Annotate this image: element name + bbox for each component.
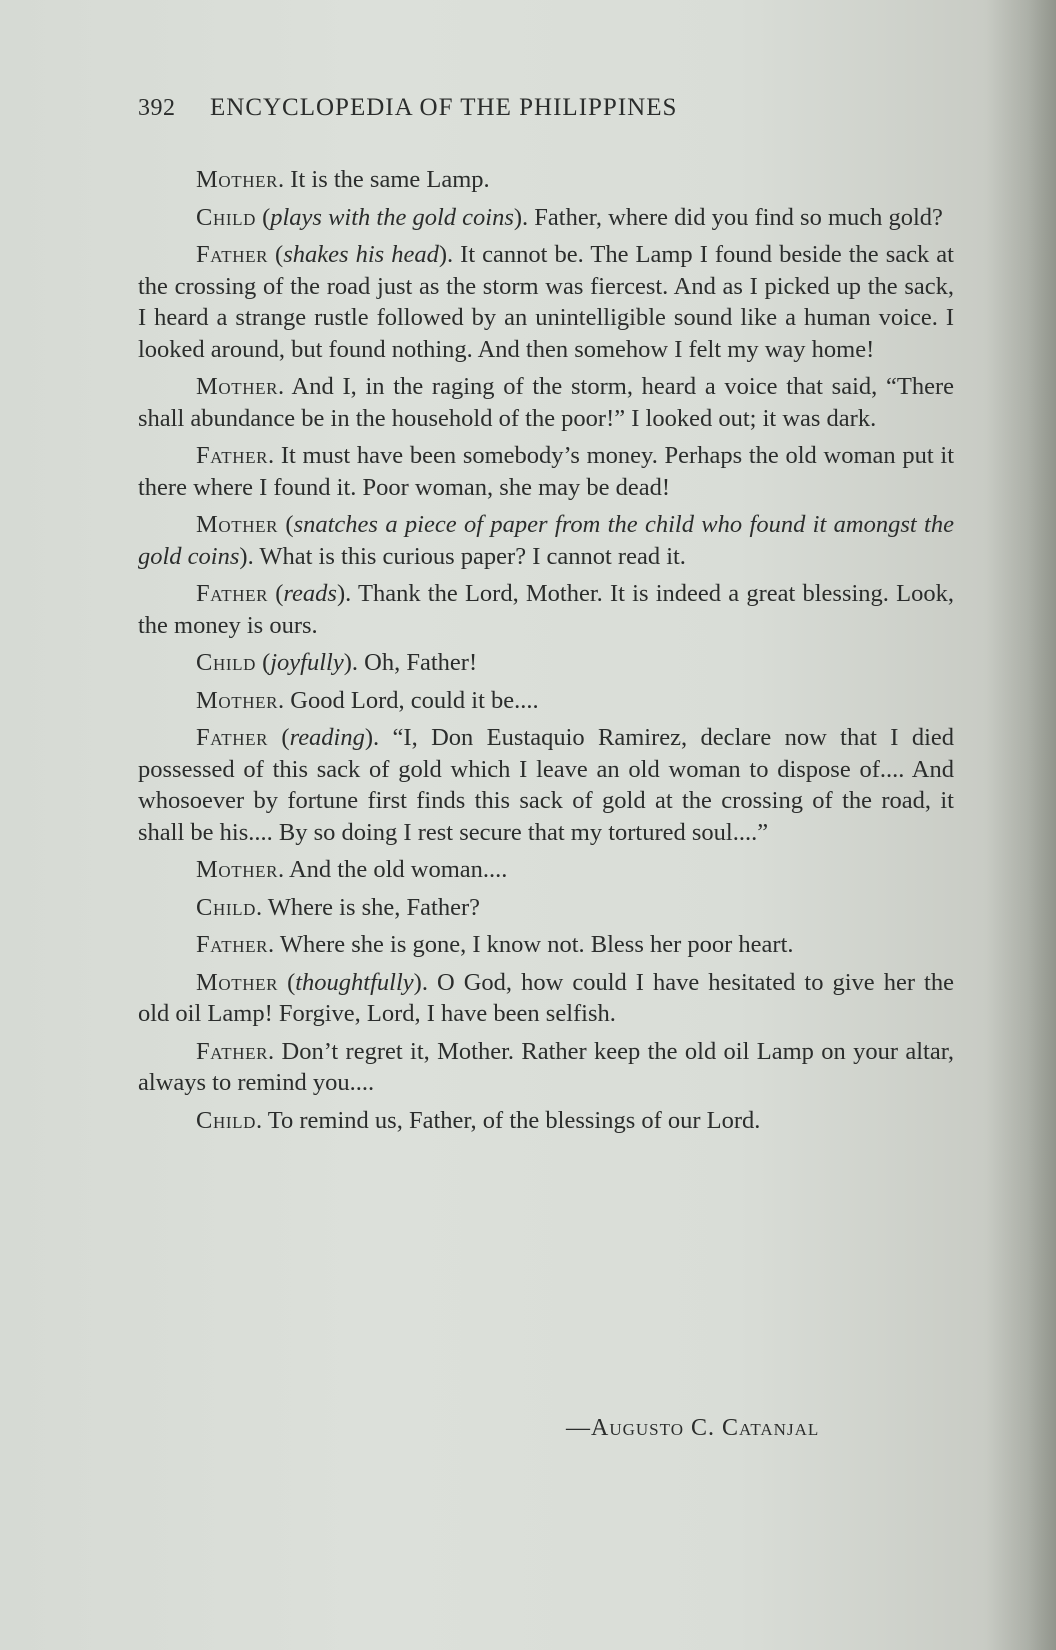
dialogue-line: Don’t regret it, Mother. Rather keep the old oil Lamp on your altar, always to remind you.... (138, 1037, 955, 1096)
dialogue-line: To remind us, Father, of the blessings of our Lord. (267, 1106, 761, 1134)
dialogue-paragraph: Mother. It is the same Lamp. (196, 166, 490, 193)
author-signature: —Augusto C. Catanjal (566, 1415, 820, 1441)
speaker-name: Mother (196, 856, 279, 883)
dialogue-paragraph: Father (shakes his head). It cannot be. The Lamp I found beside the sack at the crossing of the road just as the storm was fiercest. And as I picked up the sack, I heard a strange rustle followed by an unintelligible sound like a human voice. I looked around, but found nothing. And then somehow I felt my way home! (138, 241, 954, 363)
stage-direction: plays with the gold coins (270, 203, 514, 231)
dialogue-paragraph: Mother. And the old woman.... (196, 856, 508, 883)
speaker-name: Father (196, 1037, 269, 1065)
stage-direction: shakes his head (283, 241, 439, 268)
dialogue-text (138, 164, 954, 1142)
dialogue-line: It cannot be. The Lamp I found beside the sack at the crossing of the road just as the storm was fiercest. And as I picked up the sack, I heard a strange rustle followed by an unintelligible sound like a human voice. I looked around, but found nothing. And then somehow I felt my way home! (138, 241, 954, 363)
dialogue-paragraph: Child (plays with the gold coins). Father, where did you find so much gold? (196, 203, 943, 231)
stage-direction: joyfully (270, 649, 344, 676)
page-number: 392 (138, 95, 176, 121)
stage-direction: reading (289, 724, 365, 751)
dialogue-line: And I, in the raging of the storm, heard a voice that said, “There shall abundance be in the household of the poor!” I looked out; it was dark. (138, 373, 954, 432)
dialogue-paragraph: Child. Where is she, Father? (196, 893, 481, 921)
speaker-name: Father (196, 241, 269, 268)
dialogue-paragraph: Mother. And I, in the raging of the storm, heard a voice that said, “There shall abundance be in the household of the poor!” I looked out; it was dark. (138, 373, 954, 432)
dialogue-paragraph: Father. Where she is gone, I know not. Bless her poor heart. (196, 931, 794, 958)
running-header (138, 94, 958, 122)
speaker-name: Mother (196, 968, 279, 996)
page-edge-shadow (986, 0, 1056, 1650)
dialogue-paragraph: Mother (thoughtfully). O God, how could I have hesitated to give her the old oil Lamp! Forgive, Lord, I have been selfish. (138, 968, 954, 1027)
dialogue-paragraph: Father (reading). “I, Don Eustaquio Ramirez, declare now that I died possessed of this sack of gold which I leave an old woman to dispose of.... And whosoever by fortune first finds this sack of gold at the crossing of the road, it shall be his.... By so doing I rest secure that my tortured soul....” (138, 724, 954, 846)
dialogue-line: And the old woman.... (288, 856, 508, 883)
dialogue-line: It is the same Lamp. (290, 166, 490, 193)
dialogue-paragraph: Mother (snatches a piece of paper from the child who found it amongst the gold coins). What is this curious paper? I cannot read it. (138, 511, 954, 570)
dialogue-paragraph: Mother. Good Lord, could it be.... (196, 686, 539, 714)
speaker-name: Father (196, 931, 269, 958)
speaker-name: Child (196, 893, 256, 921)
speaker-name: Mother (196, 166, 279, 193)
speaker-name: Father (196, 724, 269, 751)
dialogue-line: It must have been somebody’s money. Perhaps the old woman put it there where I found it. Poor woman, she may be dead! (138, 442, 954, 501)
dialogue-line: Where she is gone, I know not. Bless her poor heart. (279, 931, 794, 958)
speaker-name: Father (196, 442, 269, 469)
dialogue-line: Good Lord, could it be.... (290, 686, 539, 714)
dialogue-line: “I, Don Eustaquio Ramirez, declare now that I died possessed of this sack of gold which I leave an old woman to dispose of.... And whosoever by fortune first finds this sack of gold at the crossing of the road, it shall be his.... By so doing I rest secure that my tortured soul....” (138, 724, 954, 846)
speaker-name: Child (196, 203, 256, 231)
dialogue-line: Father, where did you find so much gold? (534, 203, 943, 231)
speaker-name: Mother (196, 373, 279, 400)
speaker-name: Mother (196, 511, 279, 538)
dialogue-paragraph: Father. It must have been somebody’s money. Perhaps the old woman put it there where I found it. Poor woman, she may be dead! (138, 442, 954, 501)
dialogue-paragraph: Father. Don’t regret it, Mother. Rather keep the old oil Lamp on your altar, always to remind you.... (138, 1037, 955, 1096)
dialogue-line: Oh, Father! (364, 649, 478, 676)
dialogue-line: Thank the Lord, Mother. It is indeed a great blessing. Look, the money is ours. (138, 580, 954, 639)
stage-direction: thoughtfully (295, 968, 414, 996)
stage-direction: reads (283, 580, 337, 607)
dialogue-line: O God, how could I have hesitated to give her the old oil Lamp! Forgive, Lord, I have been selfish. (138, 968, 954, 1027)
dialogue-paragraph: Father (reads). Thank the Lord, Mother. It is indeed a great blessing. Look, the money is ours. (138, 580, 954, 639)
running-title: ENCYCLOPEDIA OF THE PHILIPPINES (210, 94, 678, 121)
dialogue-line: What is this curious paper? I cannot read it. (259, 542, 686, 570)
speaker-name: Child (196, 649, 256, 676)
dialogue-paragraph: Child (joyfully). Oh, Father! (196, 649, 478, 676)
speaker-name: Mother (196, 686, 279, 714)
dialogue-paragraph: Child. To remind us, Father, of the blessings of our Lord. (196, 1106, 761, 1134)
stage-direction: snatches a piece of paper from the child who found it amongst the gold coins (138, 511, 954, 570)
dialogue-line: Where is she, Father? (267, 893, 481, 921)
speaker-name: Father (196, 580, 269, 607)
speaker-name: Child (196, 1106, 256, 1134)
